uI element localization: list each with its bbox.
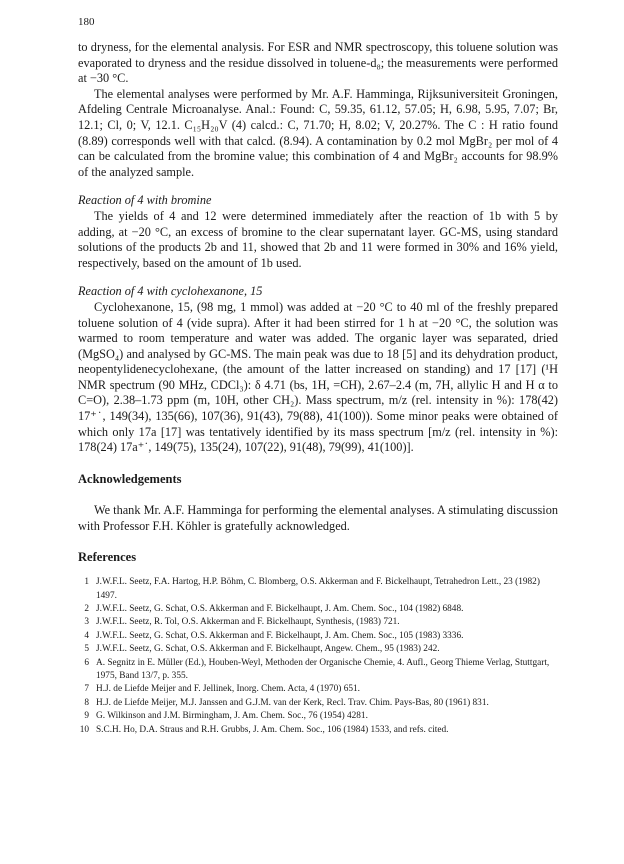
reference-item	[78, 683, 558, 696]
reference-number: 10	[79, 724, 89, 735]
reference-number: 2	[84, 604, 89, 615]
reference-text: J.W.F.L. Seetz, F.A. Hartog, H.P. Böhm, C. Blomberg, O.S. Akkerman and F. Bickelhaupt, Tetrahedron Lett., 23 (1982) 1497.	[96, 577, 540, 601]
acknowledgements-text: We thank Mr. A.F. Hamminga for performing the elemental analyses. A stimulating discussion with Professor F.H. Köhler is gratefully acknowledged.	[78, 503, 558, 534]
reference-item	[78, 616, 558, 629]
reference-item	[78, 697, 558, 710]
reference-number: 1	[84, 577, 89, 588]
reference-number: 7	[84, 684, 89, 695]
reference-item	[78, 576, 558, 603]
paragraph-continued: to dryness, for the elemental analysis. For ESR and NMR spectroscopy, this toluene solution was evaporated to dryness and the residue dissolved in toluene-d₈; the measurements were performed at −30 °C.	[78, 40, 558, 86]
reference-item	[78, 710, 558, 723]
paragraph-bromine: The yields of 4 and 12 were determined immediately after the reaction of 1b with 5 by adding, at −20 °C, an excess of bromine to the clear supernatant layer. GC-MS, using standard solutions of the products 2b and 11, showed that 2b and 11 were formed in 30% and 16% yield, respectively, based on the amount of 1b used.	[78, 208, 558, 270]
reference-number: 4	[84, 630, 89, 641]
reference-text: J.W.F.L. Seetz, G. Schat, O.S. Akkerman and F. Bickelhaupt, J. Am. Chem. Soc., 104 (1982) 6848.	[96, 604, 464, 615]
reference-text: A. Segnitz in E. Müller (Ed.), Houben-Weyl, Methoden der Organische Chemie, 4. Aufl., Georg Thieme Verlag, Stuttgart, 1975, Band 13/7, p. 355.	[96, 657, 550, 682]
section-title-cyclohexanone: Reaction of 4 with cyclohexanone, 15	[78, 284, 263, 299]
reference-text: J.W.F.L. Seetz, R. Tol, O.S. Akkerman and F. Bickelhaupt, Synthesis, (1983) 721.	[96, 617, 400, 628]
reference-item	[78, 724, 558, 737]
paragraph-cyclohexanone: Cyclohexanone, 15, (98 mg, 1 mmol) was added at −20 °C to 40 ml of the freshly prepared toluene solution of 4 (vide supra). After it had been stirred for 1 h at −20 °C, the solution was warmed to room temperature and water was added. The organic layer was separated, dried (MgSO₄) and analysed by GC-MS. The main peak was due to 18 [5] and its dehydration product, neopentylidenecyclohexane, (the amount of the latter increased on standing) and 17 [17] (¹H NMR spectrum (90 MHz, CDCl₃): δ 4.71 (bs, 1H, =CH), 2.67–2.4 (m, 7H, allylic H and H α to C=O), 2.38–1.73 ppm (m, 10H, other CH₂). Mass spectrum, m/z (rel. intensity in %): 178(42) 17⁺˙, 149(34), 135(66), 107(36), 91(43), 79(88), 41(100)). Some minor peaks were obtained of which only 17a [17] was tentatively identified by its mass spectrum [m/z (rel. intensity in %): 178(24) 17a⁺˙, 149(75), 135(24), 107(22), 91(48), 79(99), 41(100)].	[78, 299, 558, 455]
reference-text: S.C.H. Ho, D.A. Straus and R.H. Grubbs, J. Am. Chem. Soc., 106 (1984) 1533, and refs. cited.	[96, 724, 449, 735]
reference-number: 3	[84, 617, 89, 628]
reference-item	[78, 657, 558, 684]
acknowledgements-heading: Acknowledgements	[78, 471, 182, 486]
section-title-bromine: Reaction of 4 with bromine	[78, 193, 212, 208]
page-number: 180	[78, 16, 95, 28]
reference-number: 8	[84, 697, 89, 708]
reference-text: H.J. de Liefde Meijer, M.J. Janssen and G.J.M. van der Kerk, Recl. Trav. Chim. Pays-Bas, 80 (1961) 831.	[96, 697, 489, 708]
reference-text: G. Wilkinson and J.M. Birmingham, J. Am. Chem. Soc., 76 (1954) 4281.	[96, 711, 368, 722]
article-body	[78, 40, 558, 737]
reference-text: J.W.F.L. Seetz, G. Schat, O.S. Akkerman and F. Bickelhaupt, Angew. Chem., 95 (1983) 242.	[96, 644, 440, 655]
reference-item	[78, 603, 558, 616]
reference-text: H.J. de Liefde Meijer and F. Jellinek, Inorg. Chem. Acta, 4 (1970) 651.	[96, 684, 360, 695]
reference-number: 9	[84, 711, 89, 722]
reference-item	[78, 643, 558, 656]
reference-number: 5	[84, 644, 89, 655]
reference-item	[78, 630, 558, 643]
paragraph-elemental-analysis: The elemental analyses were performed by Mr. A.F. Hamminga, Rijksuniversiteit Groningen, Afdeling Centrale Microanalyse. Anal.: Found: C, 59.35, 61.12, 57.05; H, 6.98, 5.95, 7.07; Br, 12.1; Cl, 0; V, 12.1. C₁₅H₂₀V (4) calcd.: C, 71.70; H, 8.02; V, 20.27%. The C : H ratio found (8.89) corresponds well with that calcd. (8.94). A contamination by 0.2 mol MgBr₂ per mol of 4 can be calculated from the bromine value; this combination of 4 and MgBr₂ accounts for 98.9% of the analyzed sample.	[78, 86, 558, 179]
references-heading: References	[78, 549, 137, 564]
reference-list	[78, 576, 558, 737]
reference-text: J.W.F.L. Seetz, G. Schat, O.S. Akkerman and F. Bickelhaupt, J. Am. Chem. Soc., 105 (1983) 3336.	[96, 630, 464, 641]
reference-number: 6	[84, 657, 89, 668]
